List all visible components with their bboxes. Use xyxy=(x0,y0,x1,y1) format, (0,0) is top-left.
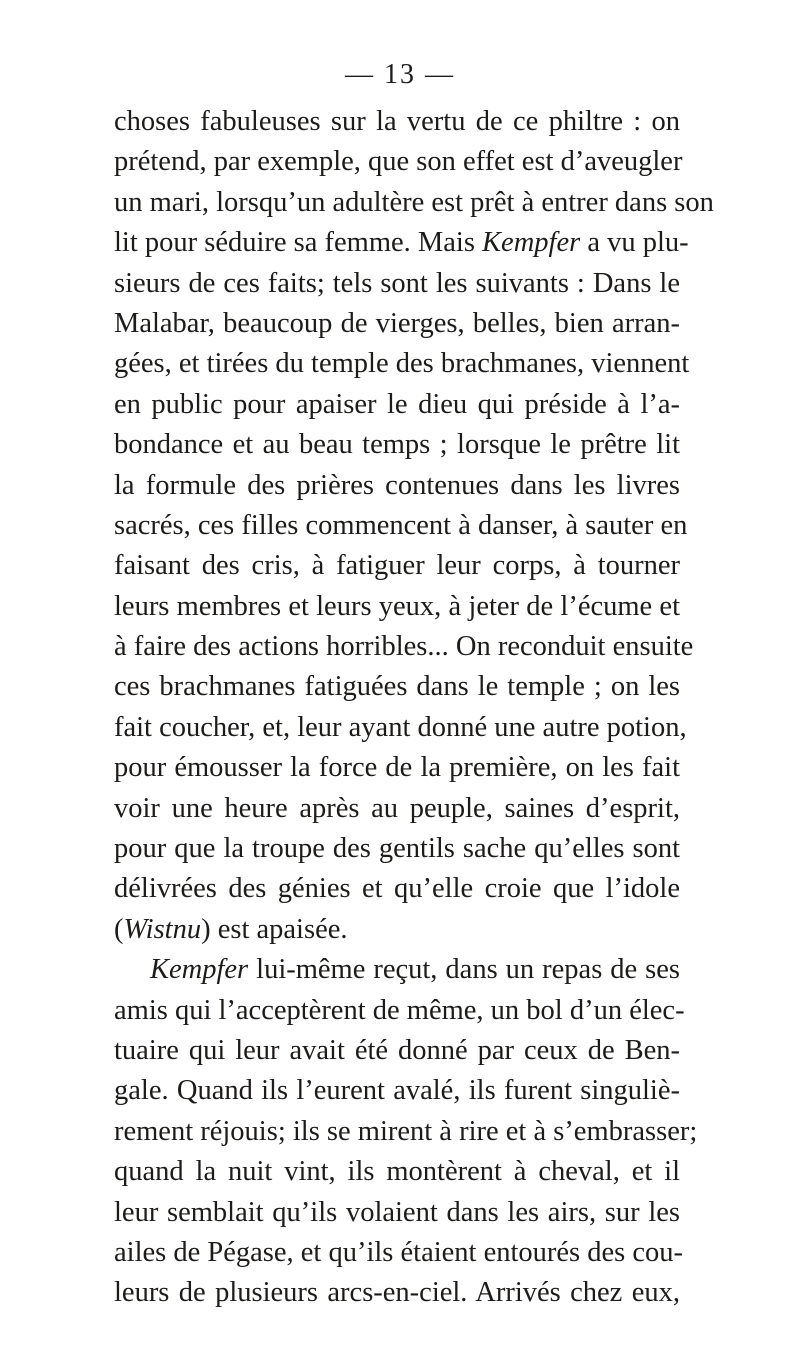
text-segment: bondance et au beau temps ; lorsque le prêtre lit xyxy=(114,429,680,461)
text-segment: pour émousser la force de la première, on les fait xyxy=(114,752,680,784)
text-segment: un mari, lorsqu’un adultère est prêt à entrer dans son xyxy=(114,186,714,218)
text-line xyxy=(114,789,680,829)
text-line xyxy=(114,506,688,546)
text-segment: en public pour apaiser le dieu qui préside à l’a- xyxy=(114,388,680,420)
text-segment: voir une heure après au peuple, saines d’esprit, xyxy=(114,792,680,824)
text-line xyxy=(114,627,694,667)
text-line xyxy=(114,708,687,748)
text-line xyxy=(114,1071,680,1111)
text-segment: a vu plu- xyxy=(580,227,689,259)
text-segment: fait coucher, et, leur ayant donné une autre potion, xyxy=(114,711,687,743)
text-line xyxy=(114,748,680,788)
text-segment: sacrés, ces filles commencent à danser, à sauter en xyxy=(114,509,688,541)
page-number: — 13 — xyxy=(345,59,455,90)
text-segment: quand la nuit vint, ils montèrent à cheval, et il xyxy=(114,1156,680,1188)
text-segment: leur semblait qu’ils volaient dans les airs, sur les xyxy=(114,1196,680,1228)
text-segment: choses fabuleuses sur la vertu de ce philtre : on xyxy=(114,106,680,137)
text-segment: lui-même reçut, dans un repas de ses xyxy=(248,954,680,986)
text-line xyxy=(114,1152,680,1192)
text-line xyxy=(114,304,680,344)
text-segment: prétend, par exemple, que son effet est d’aveugler xyxy=(114,146,683,178)
text-segment: faisant des cris, à fatiguer leur corps, à tourner xyxy=(114,550,680,582)
text-line xyxy=(114,1233,684,1273)
text-segment: rement réjouis; ils se mirent à rire et à s’embrasser; xyxy=(114,1115,698,1147)
italic-name: Wistnu xyxy=(123,913,202,945)
text-segment: Malabar, beaucoup de vierges, belles, bien arran- xyxy=(114,307,680,339)
text-line xyxy=(114,344,690,384)
italic-name: Kempfer xyxy=(150,954,249,986)
body-text xyxy=(114,102,714,1314)
text-line xyxy=(114,829,680,869)
text-line xyxy=(114,910,680,950)
text-line xyxy=(114,546,680,586)
text-segment: ( xyxy=(114,913,124,945)
text-line xyxy=(114,1193,680,1233)
text-segment: leurs membres et leurs yeux, à jeter de l’écume et xyxy=(114,590,680,622)
text-line xyxy=(114,1273,680,1313)
text-line xyxy=(114,102,680,142)
text-line xyxy=(114,1031,680,1071)
italic-name: Kempfer xyxy=(482,227,581,259)
text-line xyxy=(114,223,689,263)
text-segment: ) est apaisée. xyxy=(201,913,348,945)
text-line xyxy=(114,991,685,1031)
text-line xyxy=(114,869,680,909)
text-segment: pour que la troupe des gentils sache qu’elles sont xyxy=(114,833,680,865)
text-segment: ailes de Pégase, et qu’ils étaient entourés des cou- xyxy=(114,1236,684,1268)
text-segment: la formule des prières contenues dans les livres xyxy=(114,469,680,501)
text-line xyxy=(114,587,680,627)
text-line xyxy=(114,466,680,506)
text-segment: délivrées des génies et qu’elle croie que l’idole xyxy=(114,873,680,905)
text-line xyxy=(114,183,714,223)
text-line xyxy=(114,950,680,990)
text-segment: tuaire qui leur avait été donné par ceux de Ben- xyxy=(114,1034,680,1066)
text-line xyxy=(114,667,680,707)
text-segment: ces brachmanes fatiguées dans le temple ; on les xyxy=(114,671,680,703)
text-segment: amis qui l’acceptèrent de même, un bol d’un élec- xyxy=(114,994,685,1026)
text-line xyxy=(114,425,680,465)
text-line xyxy=(114,385,680,425)
text-segment: gées, et tirées du temple des brachmanes, viennent xyxy=(114,348,690,380)
text-segment: à faire des actions horribles... On reconduit ensuite xyxy=(114,631,694,663)
text-line xyxy=(114,142,683,182)
text-segment: sieurs de ces faits; tels sont les suivants : Dans le xyxy=(114,267,680,299)
text-segment: leurs de plusieurs arcs-en-ciel. Arrivés chez eux, xyxy=(114,1277,680,1309)
text-segment: gale. Quand ils l’eurent avalé, ils furent singuliè- xyxy=(114,1075,680,1107)
text-line xyxy=(114,1112,698,1152)
text-segment: lit pour séduire sa femme. Mais xyxy=(114,227,483,259)
text-line xyxy=(114,264,680,304)
